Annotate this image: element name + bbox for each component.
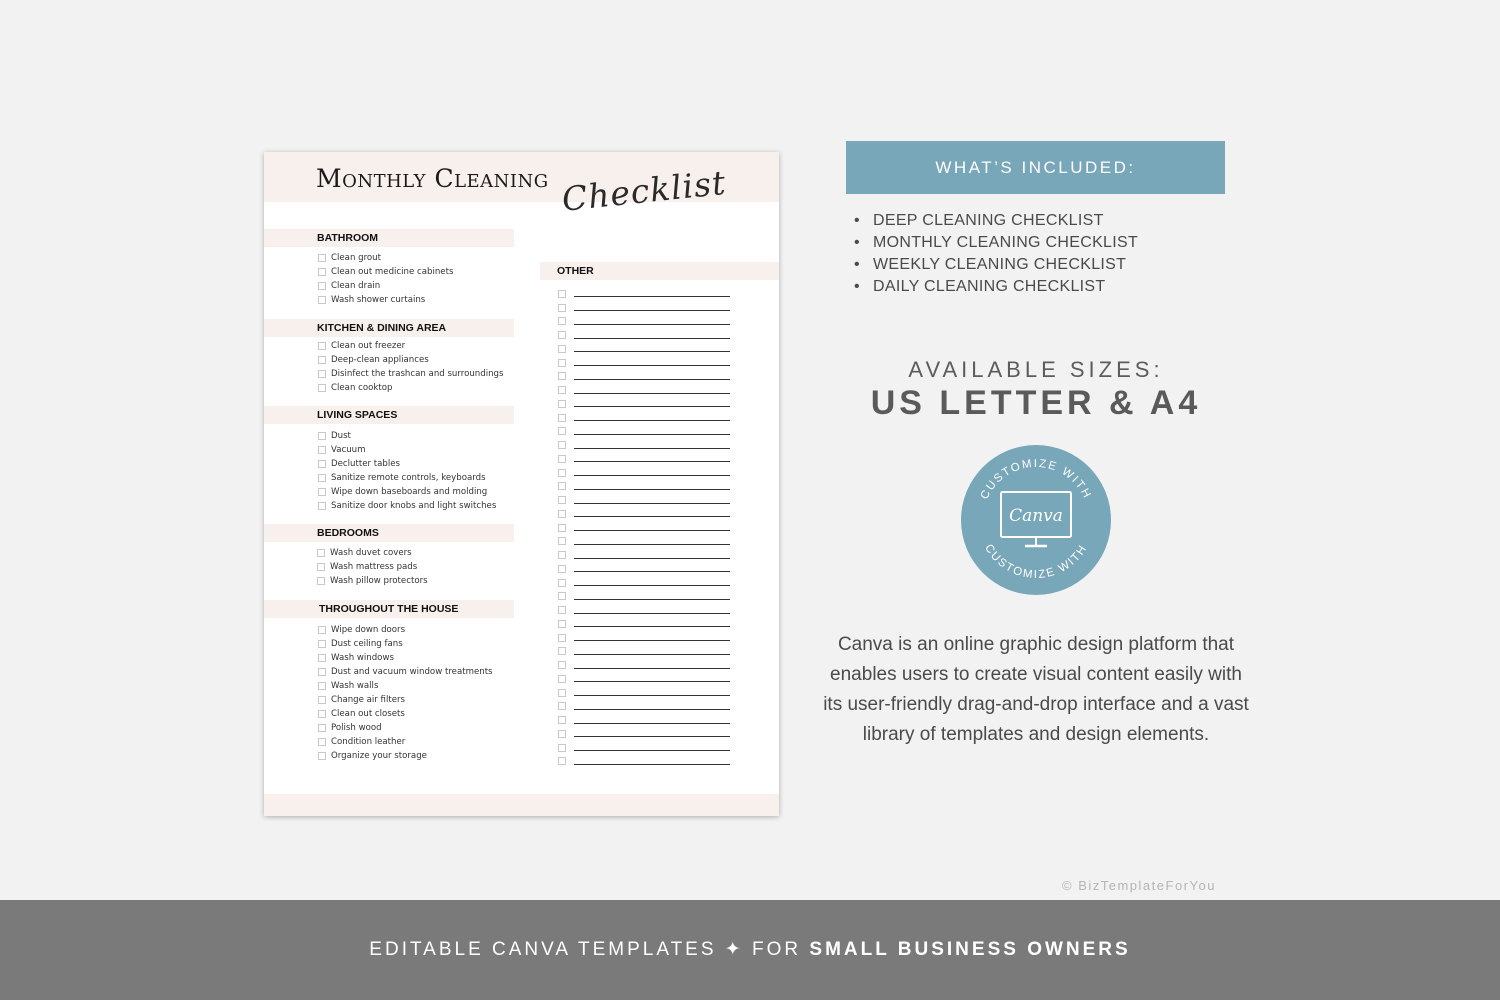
- writing-line[interactable]: [574, 558, 730, 559]
- checkbox[interactable]: [318, 502, 326, 510]
- item-label: Wipe down doors: [331, 625, 406, 635]
- section-title: LIVING SPACES: [317, 409, 398, 421]
- writing-line[interactable]: [574, 571, 730, 572]
- blank-line-row: [558, 328, 730, 342]
- section-living-spaces: [264, 406, 514, 513]
- checkbox[interactable]: [558, 757, 566, 765]
- writing-line[interactable]: [574, 406, 730, 407]
- blank-line-row: [558, 383, 730, 397]
- checkbox[interactable]: [558, 661, 566, 669]
- checkbox[interactable]: [318, 710, 326, 718]
- item-label: Clean cooktop: [331, 383, 393, 393]
- checklist-item: [264, 637, 514, 651]
- checkbox[interactable]: [318, 640, 326, 648]
- blank-line-row: [558, 411, 730, 425]
- sheet-footer-band: [264, 794, 779, 816]
- item-label: Clean out closets: [331, 709, 405, 719]
- writing-line[interactable]: [574, 585, 730, 586]
- blank-line-row: [558, 493, 730, 507]
- checkbox[interactable]: [558, 317, 566, 325]
- item-label: Deep-clean appliances: [331, 355, 429, 365]
- checkbox[interactable]: [318, 356, 326, 364]
- checklist-item: [264, 367, 514, 381]
- checkbox[interactable]: [318, 724, 326, 732]
- checkbox[interactable]: [558, 372, 566, 380]
- blank-line-row: [558, 370, 730, 384]
- available-sizes-value: US LETTER & A4: [870, 384, 1202, 422]
- item-label: Sanitize door knobs and light switches: [331, 501, 497, 511]
- item-label: Wash windows: [331, 653, 394, 663]
- blank-lines: [558, 287, 730, 768]
- checkbox[interactable]: [558, 716, 566, 724]
- blank-line-row: [558, 301, 730, 315]
- blank-line-row: [558, 631, 730, 645]
- checkbox[interactable]: [318, 668, 326, 676]
- included-item: • DAILY CLEANING CHECKLIST: [854, 276, 1138, 298]
- writing-line[interactable]: [574, 420, 730, 421]
- checkbox[interactable]: [317, 577, 325, 585]
- checkbox[interactable]: [318, 696, 326, 704]
- blank-line-row: [558, 342, 730, 356]
- checkbox[interactable]: [558, 524, 566, 532]
- blank-line-row: [558, 535, 730, 549]
- item-label: Clean drain: [331, 281, 381, 291]
- checkbox[interactable]: [558, 290, 566, 298]
- checkbox[interactable]: [318, 254, 326, 262]
- section-title: OTHER: [557, 265, 594, 277]
- checkbox[interactable]: [558, 414, 566, 422]
- writing-line[interactable]: [574, 338, 730, 339]
- section-other: [540, 262, 779, 280]
- included-item: • MONTHLY CLEANING CHECKLIST: [854, 232, 1138, 254]
- checkbox[interactable]: [318, 446, 326, 454]
- checkbox[interactable]: [558, 537, 566, 545]
- section-header-bar: [264, 524, 514, 542]
- checkbox[interactable]: [318, 752, 326, 760]
- blank-line-row: [558, 658, 730, 672]
- section-bedrooms: [264, 524, 514, 588]
- section-bathroom: [264, 229, 514, 307]
- checkbox[interactable]: [558, 386, 566, 394]
- checklist-item: [264, 693, 514, 707]
- blank-line-row: [558, 727, 730, 741]
- writing-line[interactable]: [574, 750, 730, 751]
- badge-ring-text-bottom: CUSTOMIZE WITH: [982, 542, 1090, 582]
- writing-line[interactable]: [574, 668, 730, 669]
- blank-line-row: [558, 425, 730, 439]
- checklist-item: [264, 251, 514, 265]
- checklist-item: [264, 339, 514, 353]
- item-label: Clean out freezer: [331, 341, 406, 351]
- checkbox[interactable]: [318, 268, 326, 276]
- item-label: Clean out medicine cabinets: [331, 267, 454, 277]
- blank-line-row: [558, 576, 730, 590]
- checklist-item: [264, 381, 514, 395]
- checkbox[interactable]: [317, 549, 325, 557]
- writing-line[interactable]: [574, 640, 730, 641]
- writing-line[interactable]: [574, 324, 730, 325]
- item-label: Dust: [331, 431, 351, 441]
- section-header-bar: [264, 229, 514, 247]
- item-label: Wash pillow protectors: [330, 576, 428, 586]
- checkbox[interactable]: [558, 345, 566, 353]
- checkbox[interactable]: [318, 370, 326, 378]
- item-label: Change air filters: [331, 695, 406, 705]
- available-sizes-label: AVAILABLE SIZES:: [908, 357, 1164, 382]
- checkbox[interactable]: [318, 488, 326, 496]
- item-label: Clean grout: [331, 253, 381, 263]
- blank-line-row: [558, 438, 730, 452]
- canva-logo-text: Canva: [1009, 506, 1063, 526]
- checklist-item: [264, 679, 514, 693]
- checklist-item: [264, 485, 514, 499]
- blank-line-row: [558, 755, 730, 769]
- blank-line-row: [558, 397, 730, 411]
- included-list: [854, 210, 1138, 298]
- checkbox[interactable]: [317, 563, 325, 571]
- writing-line[interactable]: [574, 654, 730, 655]
- item-label: Declutter tables: [331, 459, 400, 469]
- checkbox[interactable]: [558, 400, 566, 408]
- footer-text-bold: SMALL BUSINESS OWNERS: [809, 938, 1131, 960]
- item-label: Wash mattress pads: [330, 562, 418, 572]
- blank-line-row: [558, 686, 730, 700]
- item-label: Condition leather: [331, 737, 406, 747]
- writing-line[interactable]: [574, 544, 730, 545]
- checklist-item: [264, 623, 514, 637]
- blank-line-row: [558, 672, 730, 686]
- checkbox[interactable]: [558, 331, 566, 339]
- writing-line[interactable]: [574, 475, 730, 476]
- checkbox[interactable]: [318, 654, 326, 662]
- item-label: Wash duvet covers: [330, 548, 412, 558]
- writing-line[interactable]: [574, 516, 730, 517]
- checklist-item: [264, 293, 514, 307]
- checkbox[interactable]: [318, 296, 326, 304]
- checkbox[interactable]: [318, 282, 326, 290]
- blank-line-row: [558, 480, 730, 494]
- writing-line[interactable]: [574, 736, 730, 737]
- checkbox[interactable]: [558, 455, 566, 463]
- checklist-item: [264, 546, 514, 560]
- item-label: Polish wood: [331, 723, 382, 733]
- checkbox[interactable]: [558, 634, 566, 642]
- checklist-item: [264, 353, 514, 367]
- blank-line-row: [558, 548, 730, 562]
- item-label: Organize your storage: [331, 751, 427, 761]
- blank-line-row: [558, 700, 730, 714]
- writing-line[interactable]: [574, 626, 730, 627]
- checkbox[interactable]: [558, 565, 566, 573]
- item-label: Vacuum: [331, 445, 366, 455]
- checkbox[interactable]: [558, 551, 566, 559]
- blank-line-row: [558, 287, 730, 301]
- checkbox[interactable]: [318, 342, 326, 350]
- checkbox[interactable]: [318, 626, 326, 634]
- checklist-sheet: [264, 152, 779, 816]
- item-label: Wash walls: [331, 681, 379, 691]
- writing-line[interactable]: [574, 310, 730, 311]
- writing-line[interactable]: [574, 351, 730, 352]
- blank-line-row: [558, 521, 730, 535]
- checklist-item: [264, 707, 514, 721]
- checkbox[interactable]: [558, 730, 566, 738]
- checkbox[interactable]: [558, 702, 566, 710]
- writing-line[interactable]: [574, 434, 730, 435]
- checklist-item: [264, 574, 514, 588]
- blank-line-row: [558, 617, 730, 631]
- blank-line-row: [558, 741, 730, 755]
- copyright-text: © BizTemplateForYou: [1062, 878, 1216, 893]
- writing-line[interactable]: [574, 296, 730, 297]
- writing-line[interactable]: [574, 613, 730, 614]
- section-title: KITCHEN & DINING AREA: [317, 322, 447, 334]
- whats-included-title: WHAT’S INCLUDED:: [935, 157, 1136, 177]
- writing-line[interactable]: [574, 599, 730, 600]
- checklist-item: [264, 457, 514, 471]
- checkbox[interactable]: [318, 460, 326, 468]
- writing-line[interactable]: [574, 709, 730, 710]
- blank-line-row: [558, 466, 730, 480]
- checkbox[interactable]: [318, 682, 326, 690]
- footer-text-regular: EDITABLE CANVA TEMPLATES ✦ FOR: [369, 938, 802, 960]
- whats-included-banner: [846, 141, 1225, 194]
- writing-line[interactable]: [574, 393, 730, 394]
- writing-line[interactable]: [574, 764, 730, 765]
- checkbox[interactable]: [558, 427, 566, 435]
- checklist-item: [264, 429, 514, 443]
- checkbox[interactable]: [558, 620, 566, 628]
- item-label: Sanitize remote controls, keyboards: [331, 473, 486, 483]
- writing-line[interactable]: [574, 530, 730, 531]
- checklist-item: [264, 560, 514, 574]
- checkbox[interactable]: [558, 496, 566, 504]
- blank-line-row: [558, 356, 730, 370]
- footer-bar: [0, 900, 1500, 1000]
- checkbox[interactable]: [318, 474, 326, 482]
- checkbox[interactable]: [318, 432, 326, 440]
- blank-line-row: [558, 562, 730, 576]
- checkbox[interactable]: [558, 647, 566, 655]
- writing-line[interactable]: [574, 695, 730, 696]
- checkbox[interactable]: [558, 510, 566, 518]
- writing-line[interactable]: [574, 448, 730, 449]
- writing-line[interactable]: [574, 489, 730, 490]
- checklist-item: [264, 443, 514, 457]
- writing-line[interactable]: [574, 461, 730, 462]
- checklist-item: [264, 749, 514, 763]
- section-title: BEDROOMS: [317, 527, 379, 539]
- blank-line-row: [558, 452, 730, 466]
- blank-line-row: [558, 645, 730, 659]
- checkbox[interactable]: [558, 304, 566, 312]
- checklist-item: [264, 721, 514, 735]
- section-title: THROUGHOUT THE HOUSE: [319, 603, 459, 615]
- footer-tagline: [369, 938, 1130, 961]
- item-label: Wipe down baseboards and molding: [331, 487, 488, 497]
- customize-with-canva-badge: [961, 445, 1111, 595]
- checkbox[interactable]: [558, 482, 566, 490]
- included-item: • WEEKLY CLEANING CHECKLIST: [854, 254, 1138, 276]
- checkbox[interactable]: [318, 738, 326, 746]
- writing-line[interactable]: [574, 365, 730, 366]
- checkbox[interactable]: [558, 359, 566, 367]
- writing-line[interactable]: [574, 503, 730, 504]
- section-title: BATHROOM: [317, 232, 379, 244]
- checkbox[interactable]: [558, 606, 566, 614]
- item-label: Dust ceiling fans: [331, 639, 403, 649]
- checklist-item: [264, 471, 514, 485]
- included-item: • DEEP CLEANING CHECKLIST: [854, 210, 1138, 232]
- checklist-item: [264, 665, 514, 679]
- section-kitchen-dining: [264, 319, 514, 395]
- checkbox[interactable]: [558, 744, 566, 752]
- blank-line-row: [558, 590, 730, 604]
- checkbox[interactable]: [318, 384, 326, 392]
- checkbox[interactable]: [558, 675, 566, 683]
- checkbox[interactable]: [558, 441, 566, 449]
- blank-line-row: [558, 603, 730, 617]
- checklist-item: [264, 499, 514, 513]
- checklist-item: [264, 279, 514, 293]
- checkbox[interactable]: [558, 689, 566, 697]
- checklist-title: Monthly Cleaning: [316, 164, 549, 193]
- checklist-item: [264, 735, 514, 749]
- writing-line[interactable]: [574, 681, 730, 682]
- item-label: Disinfect the trashcan and surroundings: [331, 369, 504, 379]
- checklist-script-title: Checklist: [560, 162, 729, 219]
- canva-description: Canva is an online graphic design platform that enables users to create visual content easily with its user-friendly drag-and-drop interface and a vast library of templates and design elements.: [823, 634, 1249, 745]
- checkbox[interactable]: [558, 579, 566, 587]
- checklist-item: [264, 265, 514, 279]
- item-label: Wash shower curtains: [331, 295, 426, 305]
- checklist-item: [264, 651, 514, 665]
- blank-line-row: [558, 507, 730, 521]
- item-label: Dust and vacuum window treatments: [331, 667, 493, 677]
- blank-line-row: [558, 315, 730, 329]
- checkbox[interactable]: [558, 469, 566, 477]
- section-throughout-house: [264, 600, 514, 763]
- blank-line-row: [558, 713, 730, 727]
- checkbox[interactable]: [558, 592, 566, 600]
- writing-line[interactable]: [574, 379, 730, 380]
- writing-line[interactable]: [574, 723, 730, 724]
- badge-ring-text-top: CUSTOMIZE WITH: [978, 457, 1094, 502]
